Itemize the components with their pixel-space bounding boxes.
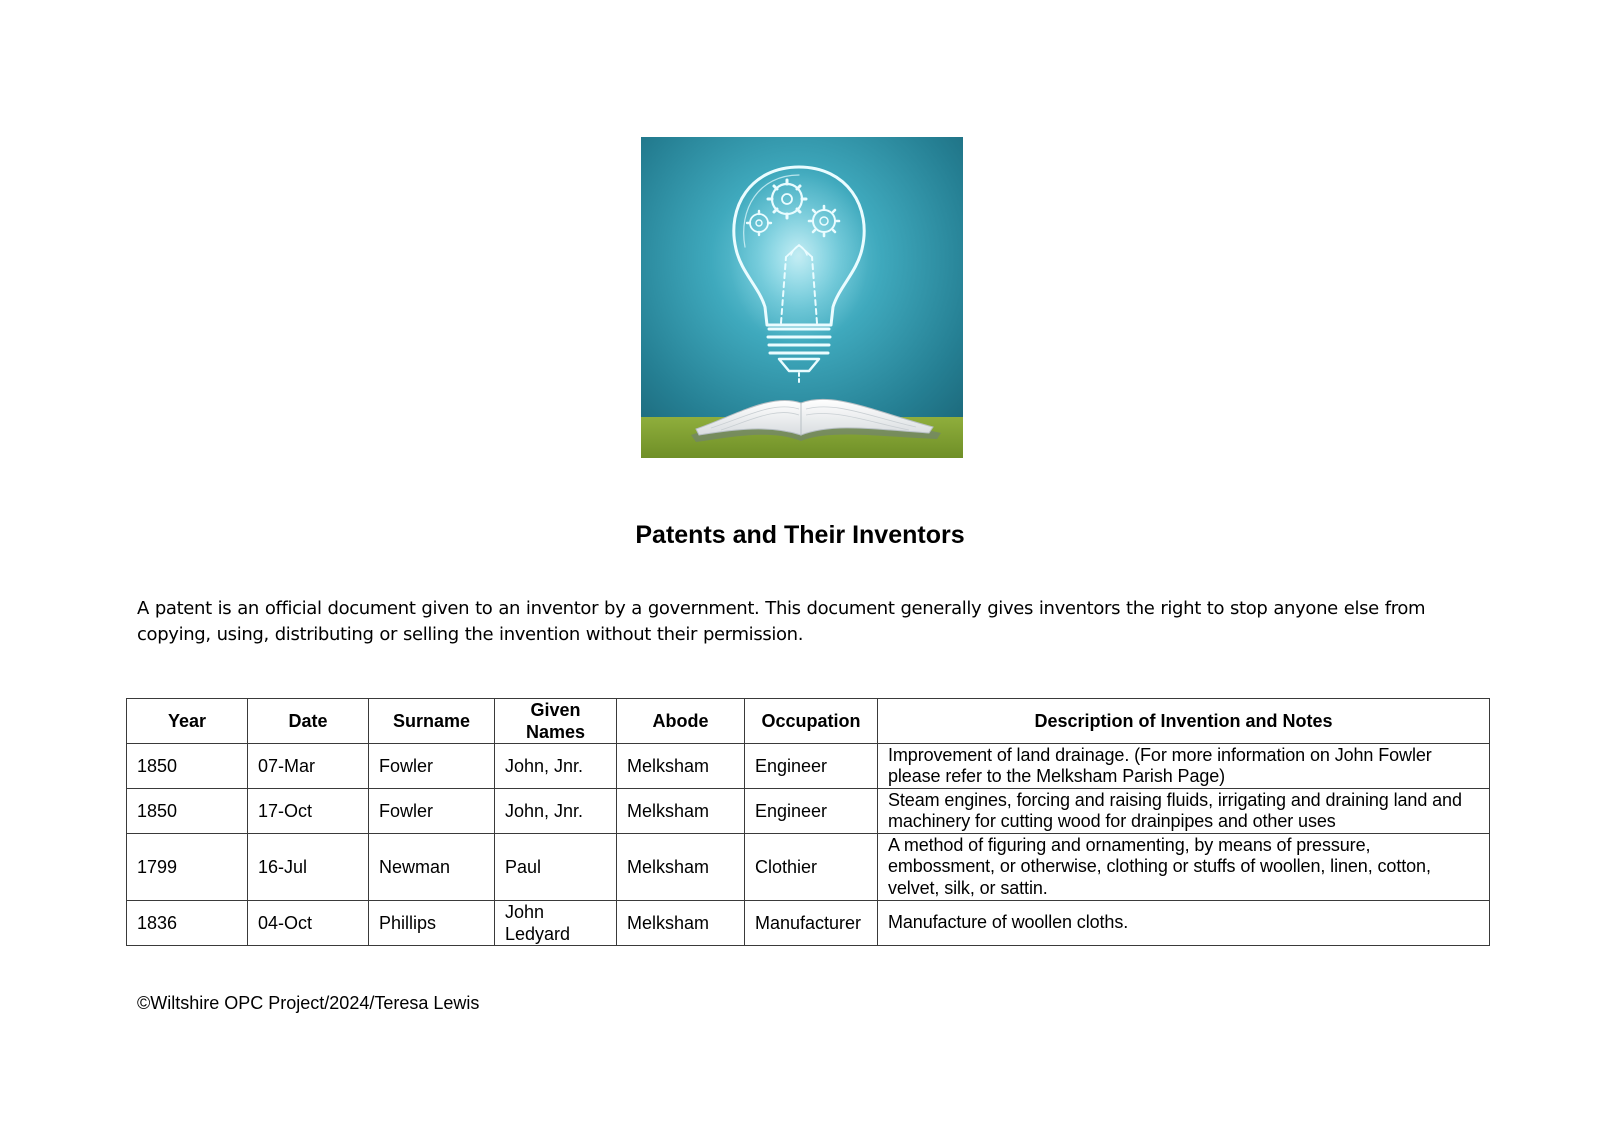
page-title: Patents and Their Inventors: [635, 521, 965, 549]
cell-date: 16-Jul: [248, 834, 369, 901]
intro-paragraph: A patent is an official document given to an inventor by a government. This document generally gives inventors the right to stop anyone else from copying, using, distributing or selling the invention without their permission.: [137, 598, 1426, 645]
header-abode: Abode: [617, 699, 745, 744]
cell-given-names: John Ledyard: [495, 901, 617, 946]
patents-table: [126, 698, 1490, 946]
cell-description: Improvement of land drainage. (For more information on John Fowler please refer to the Melksham Parish Page): [878, 744, 1490, 789]
header-occupation: Occupation: [745, 699, 878, 744]
cell-description: Steam engines, forcing and raising fluids, irrigating and draining land and machinery for cutting wood for drainpipes and other uses: [878, 789, 1490, 834]
cell-surname: Fowler: [369, 744, 495, 789]
table-row: [127, 744, 1490, 789]
cell-year: 1850: [127, 789, 248, 834]
header-year: Year: [127, 699, 248, 744]
cell-abode: Melksham: [617, 744, 745, 789]
table-row: [127, 834, 1490, 901]
cell-description: Manufacture of woollen cloths.: [878, 901, 1490, 946]
cell-date: 07-Mar: [248, 744, 369, 789]
cell-abode: Melksham: [617, 789, 745, 834]
header-date: Date: [248, 699, 369, 744]
cell-year: 1799: [127, 834, 248, 901]
cell-occupation: Engineer: [745, 789, 878, 834]
cell-year: 1836: [127, 901, 248, 946]
table-row: [127, 789, 1490, 834]
cell-date: 04-Oct: [248, 901, 369, 946]
cell-given-names: John, Jnr.: [495, 789, 617, 834]
cell-given-names: Paul: [495, 834, 617, 901]
cell-occupation: Clothier: [745, 834, 878, 901]
cell-surname: Newman: [369, 834, 495, 901]
header-description: Description of Invention and Notes: [878, 699, 1490, 744]
header-given-names: Given Names: [495, 699, 617, 744]
cell-year: 1850: [127, 744, 248, 789]
cell-date: 17-Oct: [248, 789, 369, 834]
table-row: [127, 901, 1490, 946]
cell-description: A method of figuring and ornamenting, by means of pressure, embossment, or otherwise, clothing or stuffs of woollen, linen, cotton, velvet, silk, or sattin.: [878, 834, 1490, 901]
header-surname: Surname: [369, 699, 495, 744]
cell-occupation: Manufacturer: [745, 901, 878, 946]
cell-surname: Phillips: [369, 901, 495, 946]
lightbulb-book-illustration: [641, 137, 963, 458]
cell-surname: Fowler: [369, 789, 495, 834]
cell-abode: Melksham: [617, 834, 745, 901]
copyright-footer: ©Wiltshire OPC Project/2024/Teresa Lewis: [137, 993, 480, 1013]
cell-given-names: John, Jnr.: [495, 744, 617, 789]
cell-abode: Melksham: [617, 901, 745, 946]
cell-occupation: Engineer: [745, 744, 878, 789]
table-header-row: [127, 699, 1490, 744]
